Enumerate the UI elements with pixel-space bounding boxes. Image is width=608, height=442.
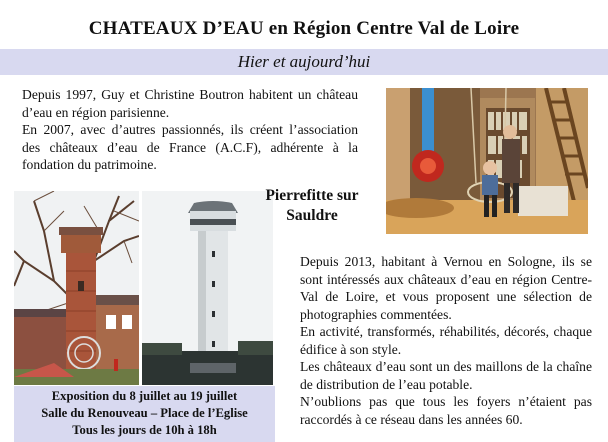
exhibition-venue: Salle du Renouveau – Place de l’Eglise [41, 406, 248, 420]
body-paragraph-4: N’oublions pas que tous les foyers n’étaient pas raccordés à ce réseau dans les années 60. [300, 394, 592, 427]
subtitle-band [0, 49, 608, 75]
brick-water-tower-photo [14, 191, 139, 385]
exhibition-dates: Exposition du 8 juillet au 19 juillet [51, 389, 238, 403]
brick-water-tower-illustration [14, 191, 139, 385]
place-label: Pierrefitte sur Sauldre [265, 187, 359, 224]
exhibition-info-box [14, 386, 275, 442]
exhibition-hours: Tous les jours de 10h à 18h [72, 423, 217, 437]
body-paragraph-3: Les châteaux d’eau sont un des maillons de la chaîne de distribution de l’eau potable. [300, 359, 592, 392]
couple-interior-photo [386, 88, 588, 234]
intro-paragraph-2: En 2007, avec d’autres passionnés, ils créent l’association des châteaux d’eau de France (A.C.F), adhérente à la fondation du patrimoine. [22, 122, 358, 172]
couple-interior-illustration [386, 88, 588, 234]
body-paragraph-2: En activité, transformés, réhabilités, décorés, chaque édifice à son style. [300, 324, 592, 357]
page-title: CHATEAUX D’EAU en Région Centre Val de Loire [88, 18, 520, 39]
subtitle: Hier et aujourd’hui [237, 52, 371, 71]
body-paragraph-1: Depuis 2013, habitant à Vernou en Sologne, ils se sont intéressés aux châteaux d’eau en région Centre-Val de Loire, et vous proposent une sélection de photographies commentées. [300, 254, 592, 322]
intro-paragraph-1: Depuis 1997, Guy et Christine Boutron habitent un château d’eau en région parisienne. [22, 87, 358, 120]
